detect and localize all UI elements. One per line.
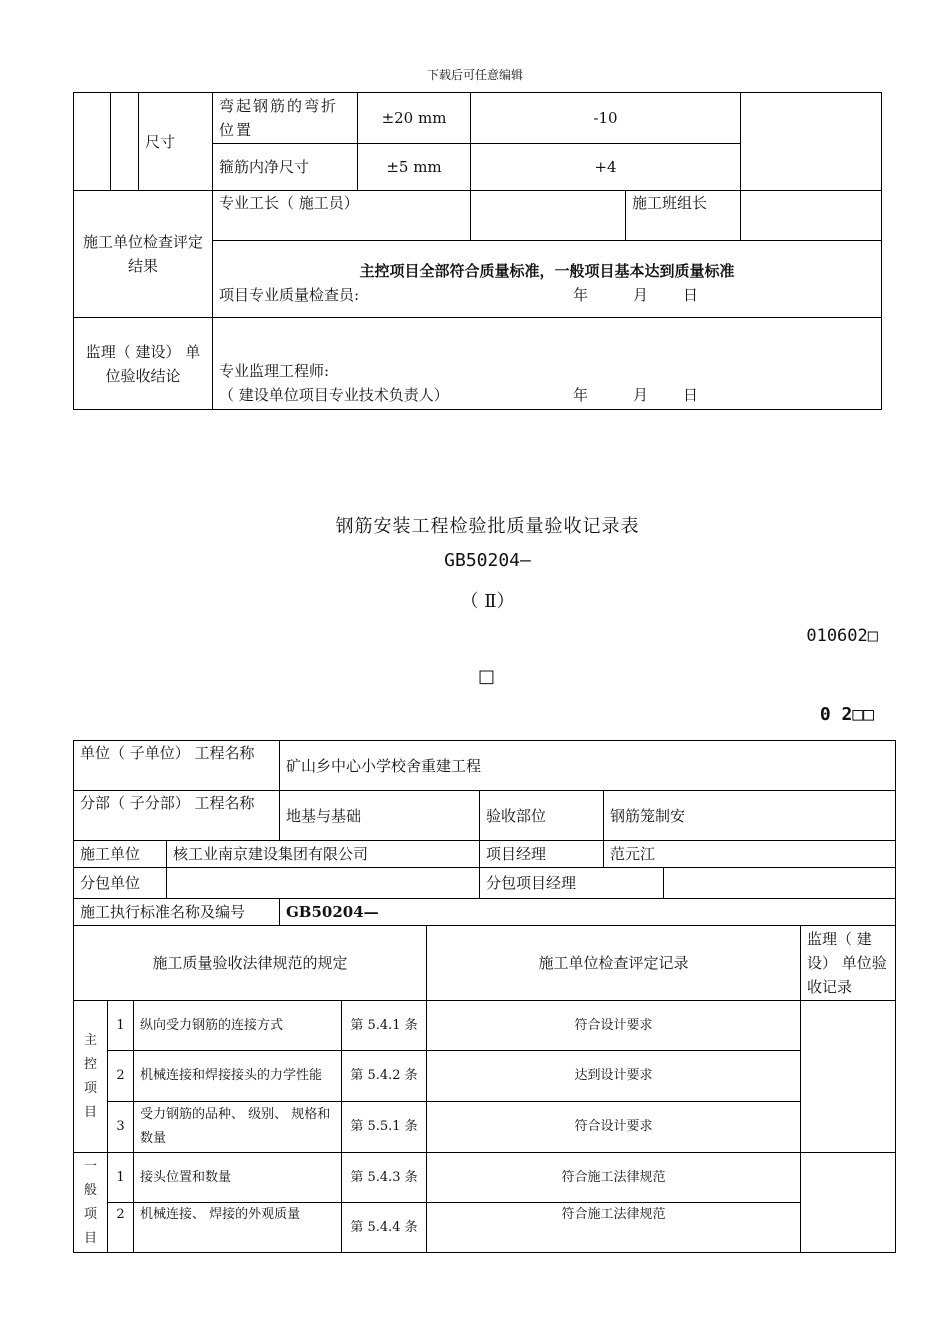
tolerance: ±20 mm [358,93,471,144]
item-clause: 第 5.4.3 条 [342,1153,427,1203]
item-name: 弯起钢筋的弯折位置 [213,93,358,144]
day-label: 日 [683,386,699,404]
item-name: 箍筋内净尺寸 [213,144,358,191]
item-name: 纵向受力钢筋的连接方式 [134,1001,342,1051]
item-clause: 第 5.5.1 条 [342,1102,427,1153]
result-cell [213,241,882,318]
item-clause: 第 5.4.2 条 [342,1051,427,1102]
blank-cell [741,93,882,191]
blank-cell [111,93,139,191]
subcontractor-label: 分包单位 [74,868,167,899]
blank-cell [74,93,111,191]
sub-pm-label: 分包项目经理 [480,868,664,899]
tolerance: ±5 mm [358,144,471,191]
subcontractor-value [167,868,480,899]
month-label: 月 [633,286,649,304]
item-name: 机械连接、 焊接的外观质量 [134,1203,342,1253]
pm-value: 范元江 [604,841,896,868]
supervision-cell [213,318,882,410]
items-table [73,925,896,1253]
info-table [73,740,896,926]
pm-label: 项目经理 [480,841,604,868]
item-clause: 第 5.4.4 条 [342,1203,427,1253]
supervision-label: 监理（ 建设） 单位验收结论 [74,318,213,410]
conclusion-text: 主控项目全部符合质量标准，一般项目基本达到质量标准 [359,262,735,280]
supervisor-label: 专业监理工程师: [219,362,330,380]
item-record: 符合设计要求 [427,1001,801,1051]
day-label: 日 [683,286,699,304]
col-record-header: 施工单位检查评定记录 [427,926,801,1001]
month-label: 月 [633,386,649,404]
checkbox-glyph: □ [478,666,496,687]
contractor-value: 核工业南京建设集团有限公司 [167,841,480,868]
form-code: 010602□ [806,626,878,646]
foreman-label: 专业工长（ 施工员） [213,191,471,241]
team-leader-value [741,191,882,241]
acceptance-part-value: 钢筋笼制安 [604,791,896,841]
item-no: 1 [108,1001,134,1051]
unit-project-label: 单位（ 子单位） 工程名称 [74,741,280,791]
item-clause: 第 5.4.1 条 [342,1001,427,1051]
measured-value: -10 [471,93,741,144]
general-group-label: 一般项目 [74,1153,108,1253]
foreman-value [471,191,626,241]
contractor-label: 施工单位 [74,841,167,868]
supervision-record [801,1001,896,1153]
item-name: 机械连接和焊接接头的力学性能 [134,1051,342,1102]
sub-project-label: 分部（ 子分部） 工程名称 [74,791,280,841]
main-group-label: 主控项目 [74,1001,108,1153]
header-note: 下载后可任意编辑 [426,68,523,82]
size-label: 尺寸 [139,93,213,191]
item-record: 符合施工法律规范 [427,1203,801,1253]
item-no: 2 [108,1051,134,1102]
sub-pm-value [664,868,896,899]
unit-project-value: 矿山乡中心小学校舍重建工程 [280,741,896,791]
item-no: 3 [108,1102,134,1153]
item-no: 1 [108,1153,134,1203]
col-spec-header: 施工质量验收法律规范的规定 [74,926,427,1001]
form-title: 钢筋安装工程检验批质量验收记录表 [335,516,640,537]
item-record: 达到设计要求 [427,1051,801,1102]
supervision-record [801,1153,896,1253]
item-record: 符合施工法律规范 [427,1153,801,1203]
top-table [73,92,882,410]
measured-value: +4 [471,144,741,191]
item-name: 接头位置和数量 [134,1153,342,1203]
inspector-label: 项目专业质量检查员: [219,286,360,304]
col-supervision-header: 监理（ 建设） 单位验收记录 [801,926,896,1001]
form-standard: GB50204— [444,550,531,571]
owner-label: （ 建设单位项目专业技术负责人） [219,386,449,404]
year-label: 年 [573,286,589,304]
standard-value: GB50204— [280,899,896,926]
construction-result-label: 施工单位检查评定结果 [74,191,213,318]
acceptance-part-label: 验收部位 [480,791,604,841]
form-serial: 0 2□□ [819,704,874,725]
standard-label: 施工执行标准名称及编号 [74,899,280,926]
sub-project-value: 地基与基础 [280,791,480,841]
item-name: 受力钢筋的品种、 级别、 规格和数量 [134,1102,342,1153]
item-record: 符合设计要求 [427,1102,801,1153]
year-label: 年 [573,386,589,404]
team-leader-label: 施工班组长 [626,191,741,241]
item-no: 2 [108,1203,134,1253]
form-part: （ Ⅱ） [460,591,515,612]
